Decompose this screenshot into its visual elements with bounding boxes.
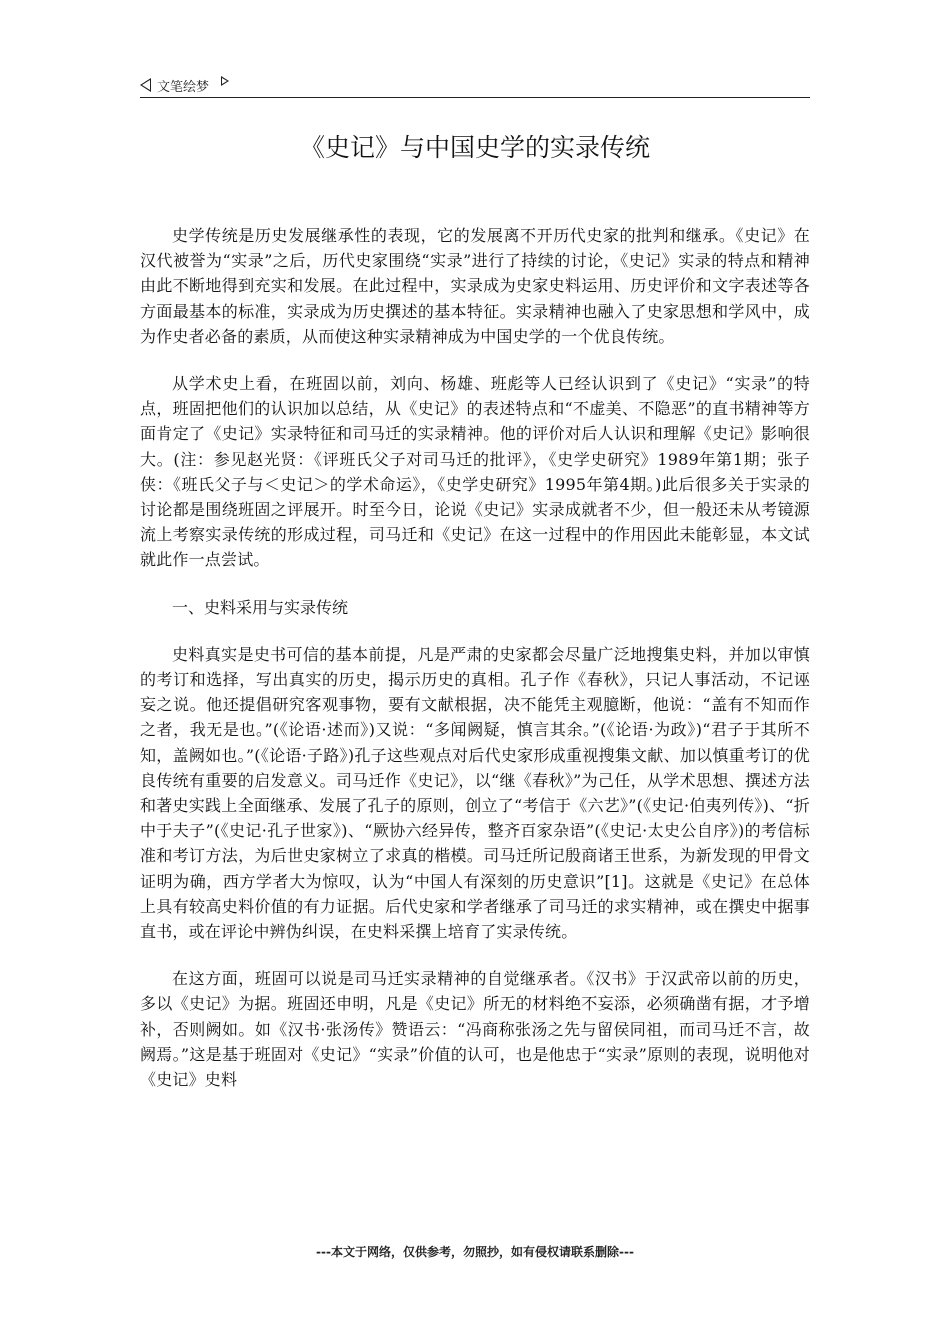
section-heading: 一、史料采用与实录传统 — [172, 597, 349, 617]
triangle-right-icon — [221, 76, 229, 86]
document-title: 《史记》与中国史学的实录传统 — [299, 133, 650, 162]
paragraph: 史学传统是历史发展继承性的表现，它的发展离不开历代史家的批判和继承。《史记》在汉代被誉为“实录”之后，历代史家围绕“实录”进行了持续的讨论，《史记》实录的特点和精神由此不断地得到充实和发展。在此过程中，实录成为史家史料运用、历史评价和文字表述等各方面最基本的标准，实录成为历史撰述的基本特征。实录精神也融入了史家思想和学风中，成为作史者必备的素质，从而使这种实录精神成为中国史学的一个优良传统。 — [140, 226, 810, 346]
paragraph: 在这方面，班固可以说是司马迁实录精神的自觉继承者。《汉书》于汉武帝以前的历史，多以《史记》为据。班固还申明，凡是《史记》所无的材料绝不妄添，必须确凿有据，才予增补，否则阙如。如《汉书·张汤传》赞语云：“冯商称张汤之先与留侯同祖，而司马迁不言，故阙焉。”这是基于班固对《史记》“实录”价值的认可，也是他忠于“实录”原则的表现，说明他对《史记》史料 — [140, 969, 810, 1090]
triangle-left-icon — [140, 78, 151, 92]
document-body — [140, 223, 810, 1114]
paragraph: 史料真实是史书可信的基本前提，凡是严肃的史家都会尽量广泛地搜集史料，并加以审慎的考订和选择，写出真实的历史，揭示历史的真相。孔子作《春秋》，只记人事活动，不记诬妄之说。他还提倡研究客观事物，要有文献根据，决不能凭主观臆断，他说：“盖有不知而作之者，我无是也。”(《论语·述而》)又说：“多闻阙疑，慎言其余。”(《论语·为政》)“君子于其所不知，盖阙如也。”(《论语·子路》)孔子这些观点对后代史家形成重视搜集文献、加以慎重考订的优良传统有重要的启发意义。司马迁作《史记》，以“继《春秋》”为己任，从学术思想、撰述方法和著史实践上全面继承、发展了孔子的原则，创立了“考信于《六艺》”(《史记·伯夷列传》)、“折中于夫子”(《史记·孔子世家》)、“厥协六经异传，整齐百家杂语”(《史记·太史公自序》)的考信标准和考订方法，为后世史家树立了求真的楷模。司马迁所记殷商诸王世系，为新发现的甲骨文证明为确，西方学者大为惊叹，认为“中国人有深刻的历史意识”[1]。这就是《史记》在总体上具有较高史料价值的有力证据。后代史家和学者继承了司马迁的求实精神，或在撰史中据事直书，或在评论中辨伪纠误，在史料采撰上培育了实录传统。 — [140, 644, 810, 942]
page-footer-disclaimer: ---本文于网络，仅供参考，勿照抄，如有侵权请联系删除--- — [316, 1245, 634, 1259]
paragraph: 从学术史上看，在班固以前，刘向、杨雄、班彪等人已经认识到了《史记》“实录”的特点，班固把他们的认识加以总结，从《史记》的表述特点和“不虚美、不隐恶”的直书精神等方面肯定了《史记》实录特征和司马迁的实录精神。他的评价对后人认识和理解《史记》影响很大。(注：参见赵光贤：《评班氏父子对司马迁的批评》，《史学史研究》1989年第1期；张子侠：《班氏父子与＜史记＞的学术命运》，《史学史研究》1995年第4期。)此后很多关于实录的讨论都是围绕班固之评展开。时至今日，论说《史记》实录成就者不少，但一般还未从考镜源流上考察实录传统的形成过程，司马迁和《史记》在这一过程中的作用因此未能彰显，本文试就此作一点尝试。 — [140, 374, 810, 570]
page-header — [140, 74, 810, 96]
header-label: 文笔绘梦 — [157, 79, 210, 95]
header-divider — [140, 97, 810, 98]
